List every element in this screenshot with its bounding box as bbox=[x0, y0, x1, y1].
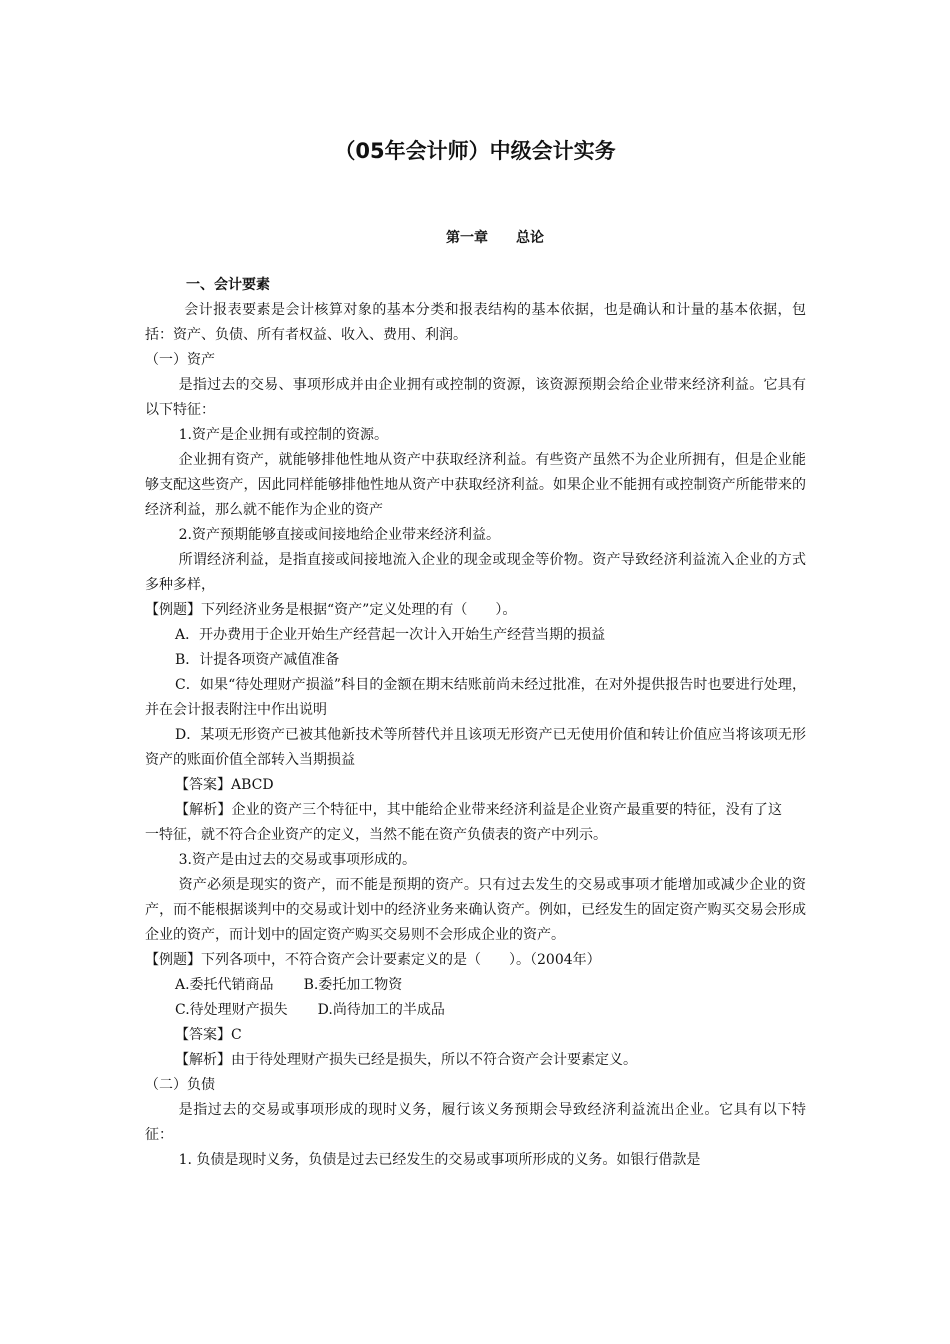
liabilities-feature-1: 1. 负债是现时义务，负债是过去已经发生的交易或事项所形成的义务。如银行借款是 bbox=[178, 1152, 701, 1168]
assets-definition: 是指过去的交易、事项形成并由企业拥有或控制的资源，该资源预期会给企业带来经济利益。它具有以下特征： bbox=[145, 377, 806, 418]
example-1-analysis: 【解析】企业的资产三个特征中，其中能给企业带来经济利益是企业资产最重要的特征，没有了这一特征，就不符合企业资产的定义，当然不能在资产负债表的资产中列示。 bbox=[145, 802, 782, 843]
example-2-answer: 【答案】C bbox=[175, 1027, 242, 1043]
chapter-heading: 第一章 总论 bbox=[446, 230, 544, 246]
assets-feature-1: 1.资产是企业拥有或控制的资源。 bbox=[178, 427, 388, 443]
example-2-question: 【例题】下列各项中，不符合资产会计要素定义的是（ ）。（2004年） bbox=[145, 952, 601, 968]
example-2-options-row-1 bbox=[145, 973, 806, 998]
example-1-option-b: B．计提各项资产减值准备 bbox=[175, 652, 340, 668]
example-2-option-a: A.委托代销商品 bbox=[175, 977, 274, 993]
section-heading-accounting-elements: 一、会计要素 bbox=[186, 277, 270, 293]
example-2-analysis: 【解析】由于待处理财产损失已经是损失，所以不符合资产会计要素定义。 bbox=[175, 1052, 637, 1068]
document-body bbox=[145, 273, 806, 1173]
example-2-option-b: B.委托加工物资 bbox=[303, 977, 403, 993]
subheading-assets: （一）资产 bbox=[145, 352, 215, 368]
example-1-answer: 【答案】ABCD bbox=[175, 777, 274, 793]
example-2-option-c: C.待处理财产损失 bbox=[175, 1002, 288, 1018]
assets-feature-2: 2.资产预期能够直接或间接地给企业带来经济利益。 bbox=[178, 527, 500, 543]
example-1-question: 【例题】下列经济业务是根据“资产”定义处理的有（ ）。 bbox=[145, 602, 517, 618]
assets-feature-3: 3.资产是由过去的交易或事项形成的。 bbox=[178, 852, 416, 868]
example-2-options-row-2 bbox=[145, 998, 806, 1023]
assets-feature-3-text: 资产必须是现实的资产，而不能是预期的资产。只有过去发生的交易或事项才能增加或减少企业的资产，而不能根据谈判中的交易或计划中的经济业务来确认资产。例如，已经发生的固定资产购买交易会形成企业的资产，而计划中的固定资产购买交易则不会形成企业的资产。 bbox=[145, 877, 806, 943]
example-1-option-d: D．某项无形资产已被其他新技术等所替代并且该项无形资产已无使用价值和转让价值应当将该项无形资产的账面价值全部转入当期损益 bbox=[145, 727, 806, 768]
assets-feature-1-text: 企业拥有资产，就能够排他性地从资产中获取经济利益。有些资产虽然不为企业所拥有，但是企业能够支配这些资产，因此同样能够排他性地从资产中获取经济利益。如果企业不能拥有或控制资产所能带来的经济利益，那么就不能作为企业的资产 bbox=[145, 452, 806, 518]
assets-feature-2-text: 所谓经济利益，是指直接或间接地流入企业的现金或现金等价物。资产导致经济利益流入企业的方式多种多样， bbox=[145, 552, 806, 593]
example-1-option-a: A．开办费用于企业开始生产经营起一次计入开始生产经营当期的损益 bbox=[175, 627, 606, 643]
example-1-option-c: C．如果“待处理财产损溢”科目的金额在期末结账前尚未经过批准，在对外提供报告时也要进行处理，并在会计报表附注中作出说明 bbox=[145, 677, 806, 718]
subheading-liabilities: （二）负债 bbox=[145, 1077, 215, 1093]
liabilities-definition: 是指过去的交易或事项形成的现时义务，履行该义务预期会导致经济利益流出企业。它具有以下特征： bbox=[145, 1102, 806, 1143]
document-title: （05年会计师）中级会计实务 bbox=[334, 139, 616, 163]
example-2-option-d: D.尚待加工的半成品 bbox=[317, 1002, 445, 1018]
intro-paragraph: 会计报表要素是会计核算对象的基本分类和报表结构的基本依据，也是确认和计量的基本依据，包括：资产、负债、所有者权益、收入、费用、利润。 bbox=[145, 302, 806, 343]
